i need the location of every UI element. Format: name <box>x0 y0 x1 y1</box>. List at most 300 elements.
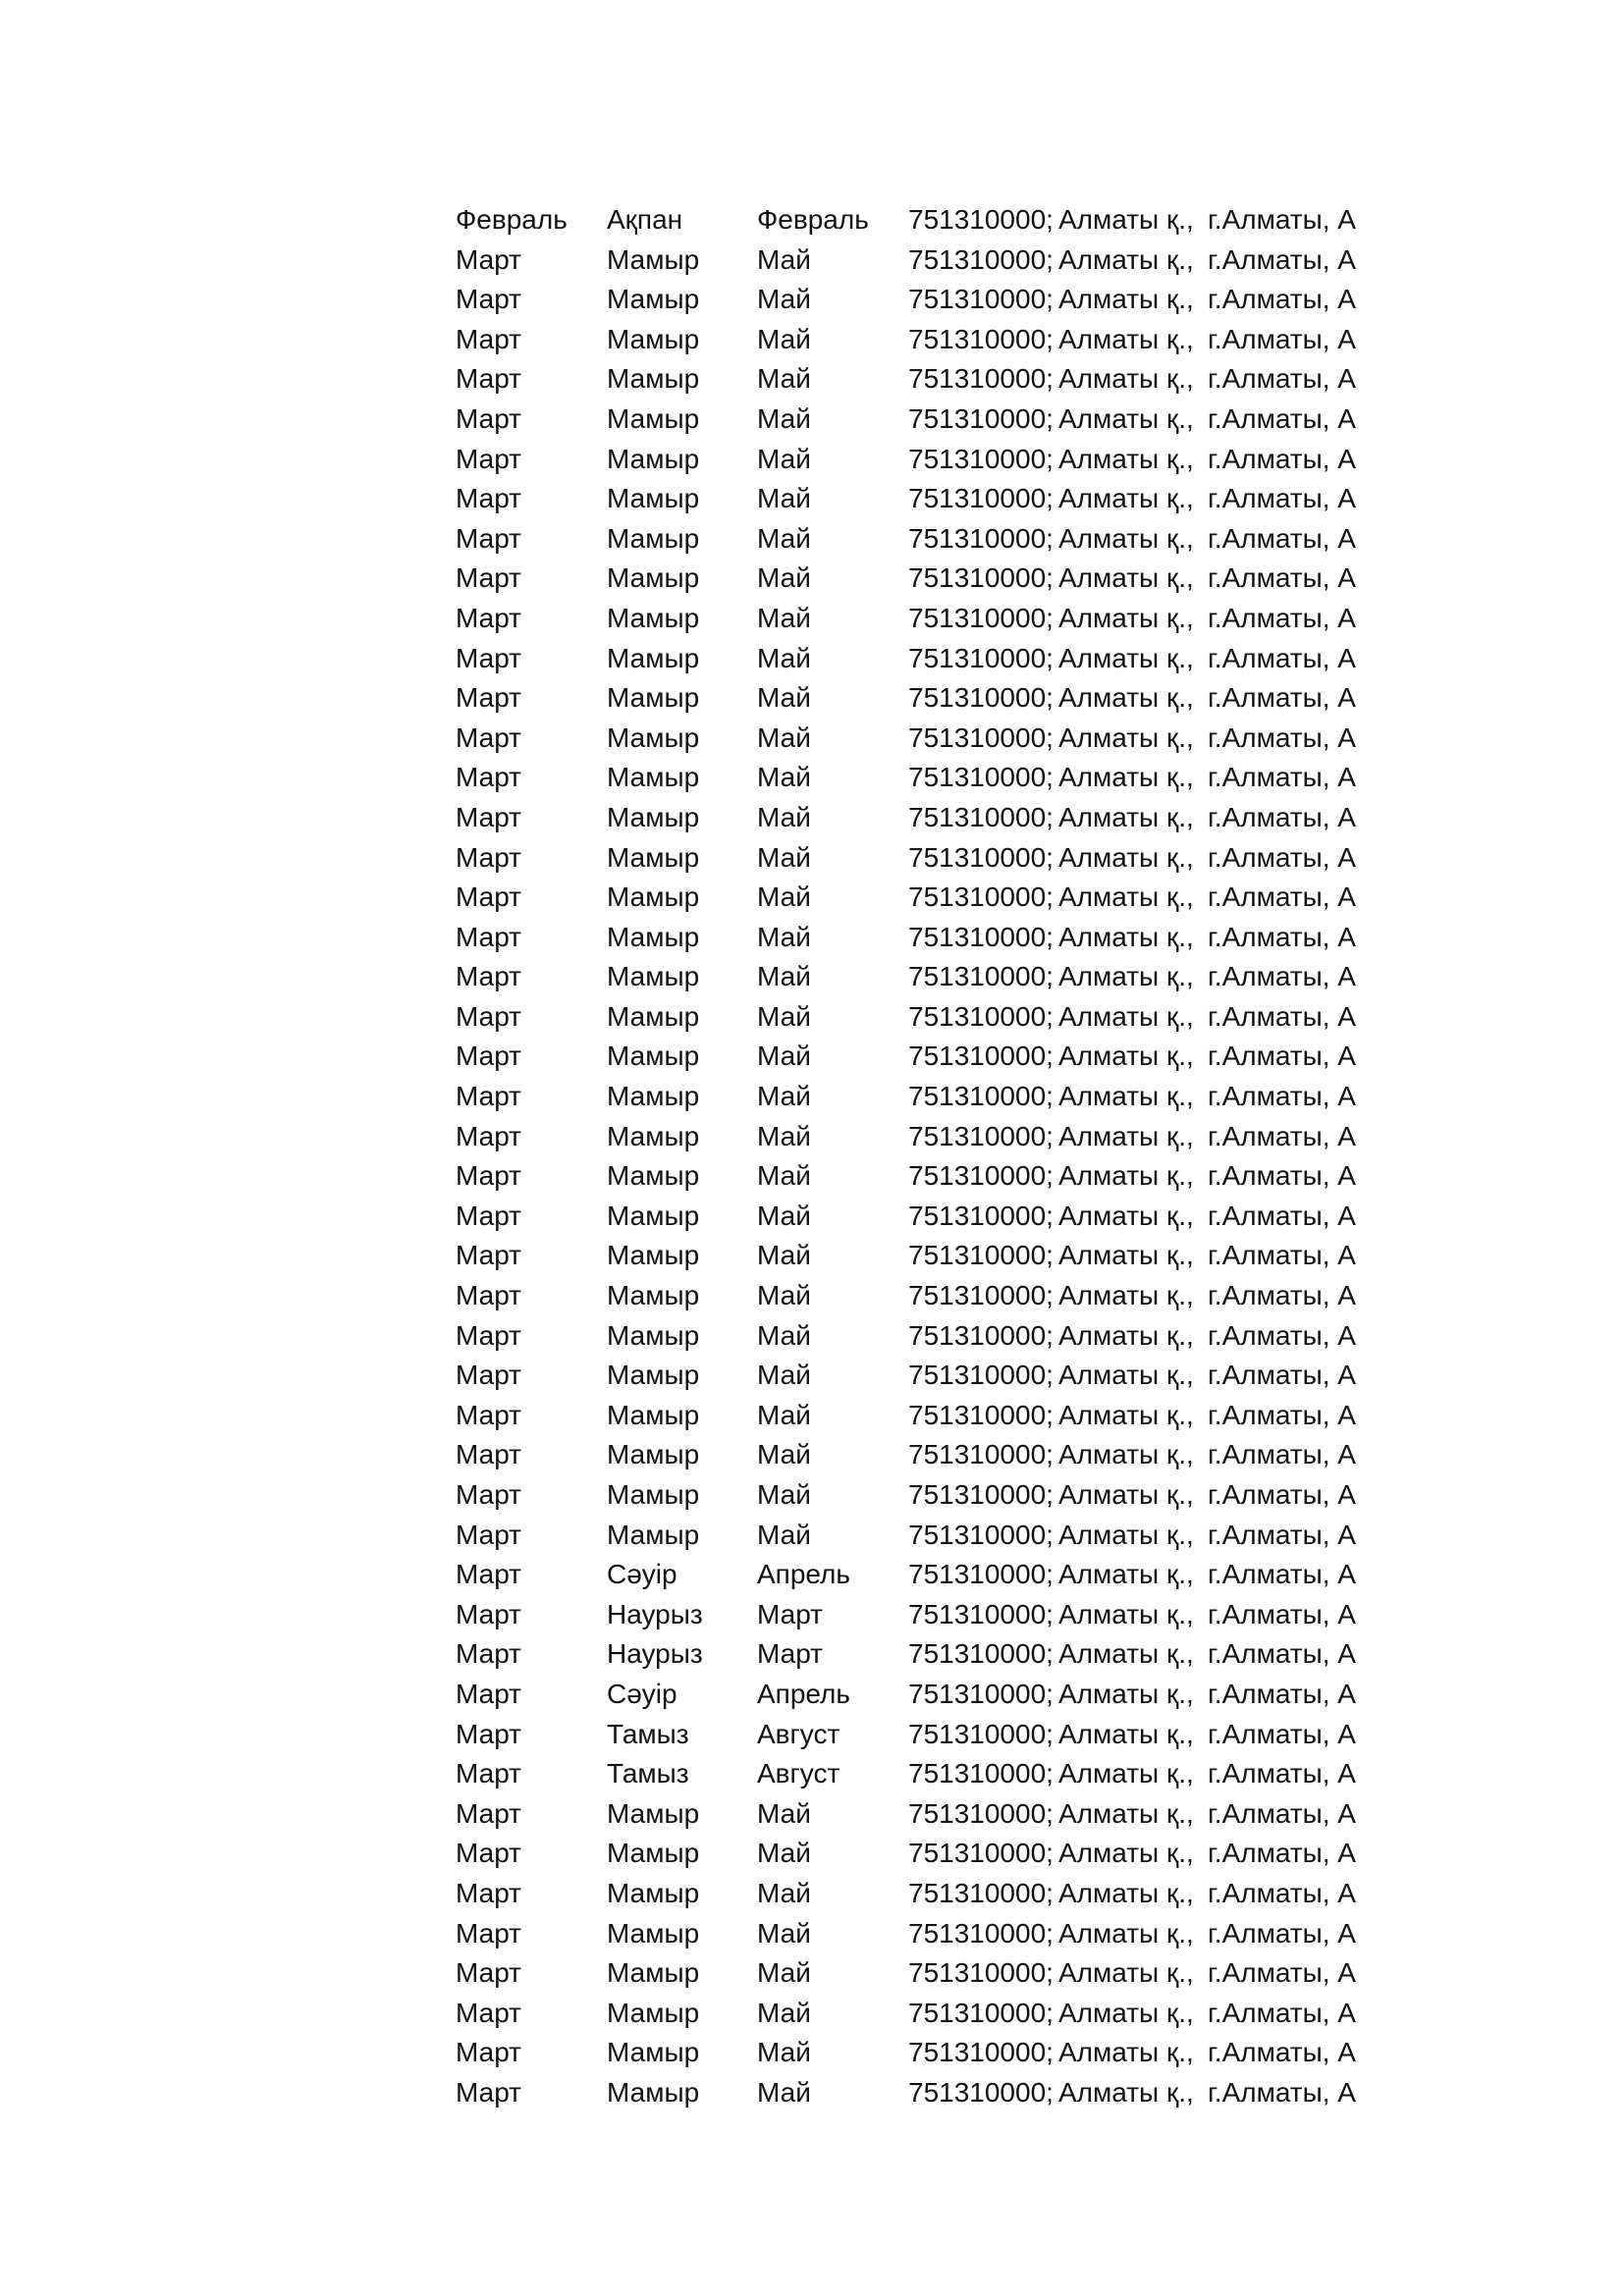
month-kz-cell: Мамыр <box>607 402 700 434</box>
table-row <box>456 957 1359 997</box>
table-row <box>456 1994 1359 2034</box>
month-ru-cell: Март <box>456 1479 521 1510</box>
month-kz-cell: Мамыр <box>607 284 700 315</box>
month-ru-alt-cell: Май <box>757 1797 811 1829</box>
table-row <box>456 1037 1359 1077</box>
month-ru-alt-cell: Май <box>757 1240 811 1271</box>
month-ru-alt-cell: Апрель <box>757 1678 850 1709</box>
code-cell: 751310000; <box>908 1240 1054 1271</box>
month-kz-cell: Тамыз <box>607 1718 689 1749</box>
month-ru-alt-cell: Май <box>757 1917 811 1949</box>
code-cell: 751310000; <box>908 602 1054 633</box>
table-row <box>456 1754 1359 1794</box>
region-cell: Алматы қ., <box>1058 1439 1194 1470</box>
region-cell: Алматы қ., <box>1058 881 1194 913</box>
month-ru-cell: Март <box>456 1120 521 1151</box>
region-cell: Алматы қ., <box>1058 841 1194 873</box>
table-row <box>456 519 1359 560</box>
month-ru-cell: Март <box>456 841 521 873</box>
code-cell: 751310000; <box>908 1997 1054 2028</box>
table-row <box>456 1156 1359 1197</box>
month-ru-cell: Март <box>456 1081 521 1112</box>
month-ru-alt-cell: Май <box>757 243 811 275</box>
table-row <box>456 1316 1359 1357</box>
table-row <box>456 1516 1359 1556</box>
table-row <box>456 559 1359 599</box>
code-cell: 751310000; <box>908 1280 1054 1311</box>
region-cell: Алматы қ., <box>1058 1120 1194 1151</box>
table-row <box>456 400 1359 440</box>
month-ru-cell: Март <box>456 323 521 354</box>
table-row <box>456 1634 1359 1675</box>
table-row <box>456 2033 1359 2073</box>
table-row <box>456 1715 1359 1755</box>
month-ru-alt-cell: Май <box>757 1479 811 1510</box>
month-kz-cell: Мамыр <box>607 2037 700 2068</box>
month-ru-alt-cell: Май <box>757 1000 811 1032</box>
city-cell: г.Алматы, А <box>1208 841 1356 873</box>
month-ru-alt-cell: Май <box>757 1360 811 1391</box>
city-cell: г.Алматы, А <box>1208 1559 1356 1590</box>
month-ru-cell: Март <box>456 1000 521 1032</box>
month-ru-alt-cell: Август <box>757 1758 840 1789</box>
month-kz-cell: Мамыр <box>607 522 700 554</box>
region-cell: Алматы қ., <box>1058 642 1194 673</box>
month-ru-cell: Март <box>456 921 521 952</box>
month-kz-cell: Мамыр <box>607 1240 700 1271</box>
table-row <box>456 758 1359 798</box>
month-ru-alt-cell: Февраль <box>757 204 869 235</box>
month-kz-cell: Мамыр <box>607 1319 700 1351</box>
month-ru-alt-cell: Май <box>757 1120 811 1151</box>
city-cell: г.Алматы, А <box>1208 204 1356 235</box>
code-cell: 751310000; <box>908 1160 1054 1192</box>
city-cell: г.Алматы, А <box>1208 1678 1356 1709</box>
month-ru-cell: Март <box>456 2076 521 2108</box>
code-cell: 751310000; <box>908 243 1054 275</box>
table-row <box>456 678 1359 719</box>
month-kz-cell: Мамыр <box>607 1041 700 1072</box>
table-row <box>456 240 1359 281</box>
month-ru-alt-cell: Май <box>757 1439 811 1470</box>
code-cell: 751310000; <box>908 363 1054 395</box>
month-kz-cell: Мамыр <box>607 1399 700 1430</box>
month-ru-cell: Март <box>456 284 521 315</box>
code-cell: 751310000; <box>908 562 1054 594</box>
month-ru-cell: Март <box>456 642 521 673</box>
city-cell: г.Алматы, А <box>1208 1280 1356 1311</box>
month-kz-cell: Мамыр <box>607 841 700 873</box>
code-cell: 751310000; <box>908 1200 1054 1231</box>
code-cell: 751310000; <box>908 721 1054 753</box>
month-ru-cell: Март <box>456 801 521 832</box>
month-kz-cell: Тамыз <box>607 1758 689 1789</box>
month-ru-alt-cell: Май <box>757 602 811 633</box>
month-ru-cell: Март <box>456 1678 521 1709</box>
month-kz-cell: Мамыр <box>607 1280 700 1311</box>
month-kz-cell: Мамыр <box>607 682 700 714</box>
month-ru-cell: Март <box>456 602 521 633</box>
code-cell: 751310000; <box>908 1559 1054 1590</box>
month-kz-cell: Мамыр <box>607 721 700 753</box>
month-ru-alt-cell: Май <box>757 1081 811 1112</box>
month-kz-cell: Мамыр <box>607 1957 700 1989</box>
region-cell: Алматы қ., <box>1058 522 1194 554</box>
month-ru-cell: Март <box>456 1598 521 1629</box>
code-cell: 751310000; <box>908 1081 1054 1112</box>
month-ru-alt-cell: Май <box>757 1997 811 2028</box>
month-ru-alt-cell: Май <box>757 762 811 793</box>
month-ru-cell: Март <box>456 483 521 514</box>
month-ru-cell: Март <box>456 682 521 714</box>
region-cell: Алматы қ., <box>1058 363 1194 395</box>
code-cell: 751310000; <box>908 762 1054 793</box>
month-ru-alt-cell: Май <box>757 881 811 913</box>
month-kz-cell: Мамыр <box>607 243 700 275</box>
city-cell: г.Алматы, А <box>1208 921 1356 952</box>
month-ru-cell: Март <box>456 1997 521 2028</box>
month-ru-cell: Март <box>456 881 521 913</box>
table-row <box>456 320 1359 360</box>
month-ru-cell: Март <box>456 1360 521 1391</box>
month-kz-cell: Мамыр <box>607 881 700 913</box>
region-cell: Алматы қ., <box>1058 1877 1194 1908</box>
region-cell: Алматы қ., <box>1058 1319 1194 1351</box>
region-cell: Алматы қ., <box>1058 1160 1194 1192</box>
table-row <box>456 1675 1359 1715</box>
month-ru-cell: Март <box>456 1160 521 1192</box>
month-kz-cell: Мамыр <box>607 1360 700 1391</box>
region-cell: Алматы қ., <box>1058 921 1194 952</box>
city-cell: г.Алматы, А <box>1208 1041 1356 1072</box>
code-cell: 751310000; <box>908 1120 1054 1151</box>
month-ru-alt-cell: Май <box>757 1200 811 1231</box>
table-row <box>456 1435 1359 1475</box>
month-ru-alt-cell: Май <box>757 961 811 992</box>
city-cell: г.Алматы, А <box>1208 1081 1356 1112</box>
city-cell: г.Алматы, А <box>1208 881 1356 913</box>
month-kz-cell: Мамыр <box>607 1479 700 1510</box>
region-cell: Алматы қ., <box>1058 961 1194 992</box>
month-ru-alt-cell: Май <box>757 2076 811 2108</box>
month-kz-cell: Мамыр <box>607 961 700 992</box>
code-cell: 751310000; <box>908 1399 1054 1430</box>
month-kz-cell: Ақпан <box>607 204 683 235</box>
month-ru-alt-cell: Май <box>757 1519 811 1550</box>
month-kz-cell: Мамыр <box>607 363 700 395</box>
table-row <box>456 1595 1359 1635</box>
city-cell: г.Алматы, А <box>1208 562 1356 594</box>
month-ru-cell: Март <box>456 363 521 395</box>
region-cell: Алматы қ., <box>1058 323 1194 354</box>
month-ru-alt-cell: Май <box>757 642 811 673</box>
table-row <box>456 1197 1359 1237</box>
month-ru-cell: Март <box>456 522 521 554</box>
month-kz-cell: Мамыр <box>607 762 700 793</box>
month-ru-alt-cell: Май <box>757 721 811 753</box>
city-cell: г.Алматы, А <box>1208 1200 1356 1231</box>
region-cell: Алматы қ., <box>1058 1638 1194 1670</box>
city-cell: г.Алматы, А <box>1208 1439 1356 1470</box>
table-row <box>456 798 1359 838</box>
code-cell: 751310000; <box>908 1479 1054 1510</box>
month-kz-cell: Мамыр <box>607 1997 700 2028</box>
city-cell: г.Алматы, А <box>1208 682 1356 714</box>
city-cell: г.Алматы, А <box>1208 522 1356 554</box>
table-row <box>456 918 1359 958</box>
region-cell: Алматы қ., <box>1058 1917 1194 1949</box>
city-cell: г.Алматы, А <box>1208 1120 1356 1151</box>
month-ru-alt-cell: Май <box>757 2037 811 2068</box>
region-cell: Алматы қ., <box>1058 1758 1194 1789</box>
table-row <box>456 1276 1359 1316</box>
month-ru-alt-cell: Май <box>757 443 811 474</box>
city-cell: г.Алматы, А <box>1208 2037 1356 2068</box>
month-ru-cell: Март <box>456 1319 521 1351</box>
table-row <box>456 639 1359 679</box>
month-ru-cell: Март <box>456 762 521 793</box>
month-kz-cell: Мамыр <box>607 323 700 354</box>
city-cell: г.Алматы, А <box>1208 1240 1356 1271</box>
month-ru-cell: Март <box>456 1559 521 1590</box>
city-cell: г.Алматы, А <box>1208 602 1356 633</box>
table-row <box>456 1396 1359 1436</box>
month-ru-cell: Март <box>456 1877 521 1908</box>
city-cell: г.Алматы, А <box>1208 1000 1356 1032</box>
month-ru-alt-cell: Май <box>757 483 811 514</box>
region-cell: Алматы қ., <box>1058 1041 1194 1072</box>
month-kz-cell: Мамыр <box>607 1519 700 1550</box>
region-cell: Алматы қ., <box>1058 2037 1194 2068</box>
month-kz-cell: Сәуір <box>607 1678 677 1709</box>
month-ru-cell: Март <box>456 1797 521 1829</box>
city-cell: г.Алматы, А <box>1208 1360 1356 1391</box>
month-kz-cell: Наурыз <box>607 1638 703 1670</box>
region-cell: Алматы қ., <box>1058 1360 1194 1391</box>
table-row <box>456 997 1359 1038</box>
table-row <box>456 359 1359 400</box>
code-cell: 751310000; <box>908 1917 1054 1949</box>
month-ru-alt-cell: Май <box>757 1399 811 1430</box>
month-ru-alt-cell: Май <box>757 1280 811 1311</box>
month-ru-alt-cell: Май <box>757 1957 811 1989</box>
month-kz-cell: Мамыр <box>607 1081 700 1112</box>
table-row <box>456 599 1359 639</box>
table-row <box>456 2073 1359 2113</box>
month-ru-cell: Март <box>456 443 521 474</box>
month-ru-alt-cell: Май <box>757 1838 811 1869</box>
region-cell: Алматы қ., <box>1058 1081 1194 1112</box>
month-kz-cell: Мамыр <box>607 483 700 514</box>
table-row <box>456 878 1359 918</box>
city-cell: г.Алматы, А <box>1208 1479 1356 1510</box>
code-cell: 751310000; <box>908 1000 1054 1032</box>
month-ru-cell: Март <box>456 2037 521 2068</box>
region-cell: Алматы қ., <box>1058 402 1194 434</box>
code-cell: 751310000; <box>908 1758 1054 1789</box>
month-ru-cell: Февраль <box>456 204 568 235</box>
table-row <box>456 440 1359 480</box>
table-row <box>456 1794 1359 1835</box>
city-cell: г.Алматы, А <box>1208 1957 1356 1989</box>
month-kz-cell: Мамыр <box>607 602 700 633</box>
table-row <box>456 1555 1359 1595</box>
region-cell: Алматы қ., <box>1058 1598 1194 1629</box>
region-cell: Алматы қ., <box>1058 1797 1194 1829</box>
code-cell: 751310000; <box>908 443 1054 474</box>
region-cell: Алматы қ., <box>1058 1559 1194 1590</box>
city-cell: г.Алматы, А <box>1208 483 1356 514</box>
region-cell: Алматы қ., <box>1058 483 1194 514</box>
month-ru-cell: Март <box>456 243 521 275</box>
month-kz-cell: Мамыр <box>607 1200 700 1231</box>
region-cell: Алматы қ., <box>1058 243 1194 275</box>
month-ru-alt-cell: Май <box>757 801 811 832</box>
code-cell: 751310000; <box>908 921 1054 952</box>
region-cell: Алматы қ., <box>1058 1399 1194 1430</box>
code-cell: 751310000; <box>908 642 1054 673</box>
code-cell: 751310000; <box>908 1439 1054 1470</box>
month-ru-alt-cell: Май <box>757 562 811 594</box>
month-ru-alt-cell: Май <box>757 682 811 714</box>
month-kz-cell: Наурыз <box>607 1598 703 1629</box>
month-ru-cell: Март <box>456 961 521 992</box>
month-ru-alt-cell: Май <box>757 402 811 434</box>
city-cell: г.Алматы, А <box>1208 1160 1356 1192</box>
region-cell: Алматы қ., <box>1058 2076 1194 2108</box>
month-ru-alt-cell: Март <box>757 1638 823 1670</box>
month-ru-cell: Март <box>456 1399 521 1430</box>
region-cell: Алматы қ., <box>1058 1280 1194 1311</box>
city-cell: г.Алматы, А <box>1208 243 1356 275</box>
month-kz-cell: Мамыр <box>607 1439 700 1470</box>
table-row <box>456 1077 1359 1117</box>
code-cell: 751310000; <box>908 1877 1054 1908</box>
region-cell: Алматы қ., <box>1058 1678 1194 1709</box>
spreadsheet-table <box>456 200 1359 2113</box>
region-cell: Алматы қ., <box>1058 1240 1194 1271</box>
month-ru-cell: Март <box>456 1957 521 1989</box>
month-ru-cell: Март <box>456 562 521 594</box>
region-cell: Алматы қ., <box>1058 1200 1194 1231</box>
month-ru-cell: Март <box>456 1838 521 1869</box>
code-cell: 751310000; <box>908 204 1054 235</box>
city-cell: г.Алматы, А <box>1208 1877 1356 1908</box>
month-ru-alt-cell: Май <box>757 522 811 554</box>
code-cell: 751310000; <box>908 284 1054 315</box>
code-cell: 751310000; <box>908 1319 1054 1351</box>
code-cell: 751310000; <box>908 801 1054 832</box>
month-ru-alt-cell: Апрель <box>757 1559 850 1590</box>
city-cell: г.Алматы, А <box>1208 1917 1356 1949</box>
code-cell: 751310000; <box>908 1360 1054 1391</box>
month-ru-cell: Март <box>456 721 521 753</box>
code-cell: 751310000; <box>908 2037 1054 2068</box>
month-ru-cell: Март <box>456 1718 521 1749</box>
code-cell: 751310000; <box>908 1041 1054 1072</box>
city-cell: г.Алматы, А <box>1208 801 1356 832</box>
city-cell: г.Алматы, А <box>1208 1797 1356 1829</box>
month-ru-cell: Март <box>456 1519 521 1550</box>
month-ru-cell: Март <box>456 1917 521 1949</box>
region-cell: Алматы қ., <box>1058 204 1194 235</box>
region-cell: Алматы қ., <box>1058 284 1194 315</box>
table-row <box>456 1236 1359 1276</box>
table-row <box>456 479 1359 519</box>
city-cell: г.Алматы, А <box>1208 443 1356 474</box>
city-cell: г.Алматы, А <box>1208 1598 1356 1629</box>
month-ru-cell: Март <box>456 1240 521 1271</box>
region-cell: Алматы қ., <box>1058 721 1194 753</box>
city-cell: г.Алматы, А <box>1208 363 1356 395</box>
region-cell: Алматы қ., <box>1058 1519 1194 1550</box>
region-cell: Алматы қ., <box>1058 602 1194 633</box>
code-cell: 751310000; <box>908 1519 1054 1550</box>
code-cell: 751310000; <box>908 1598 1054 1629</box>
month-kz-cell: Мамыр <box>607 1160 700 1192</box>
table-row <box>456 1117 1359 1157</box>
code-cell: 751310000; <box>908 402 1054 434</box>
code-cell: 751310000; <box>908 1718 1054 1749</box>
month-ru-alt-cell: Май <box>757 1041 811 1072</box>
region-cell: Алматы қ., <box>1058 1000 1194 1032</box>
city-cell: г.Алматы, А <box>1208 1718 1356 1749</box>
code-cell: 751310000; <box>908 483 1054 514</box>
table-row <box>456 1914 1359 1954</box>
month-kz-cell: Мамыр <box>607 1120 700 1151</box>
month-ru-cell: Март <box>456 1200 521 1231</box>
table-row <box>456 280 1359 320</box>
month-kz-cell: Мамыр <box>607 642 700 673</box>
code-cell: 751310000; <box>908 881 1054 913</box>
month-ru-alt-cell: Март <box>757 1598 823 1629</box>
table-row <box>456 1834 1359 1874</box>
month-ru-cell: Март <box>456 1758 521 1789</box>
month-kz-cell: Мамыр <box>607 2076 700 2108</box>
month-ru-alt-cell: Май <box>757 363 811 395</box>
month-kz-cell: Сәуір <box>607 1559 677 1590</box>
city-cell: г.Алматы, А <box>1208 961 1356 992</box>
code-cell: 751310000; <box>908 1678 1054 1709</box>
month-ru-alt-cell: Май <box>757 1319 811 1351</box>
city-cell: г.Алматы, А <box>1208 1838 1356 1869</box>
city-cell: г.Алматы, А <box>1208 323 1356 354</box>
city-cell: г.Алматы, А <box>1208 1519 1356 1550</box>
code-cell: 751310000; <box>908 1957 1054 1989</box>
table-row <box>456 200 1359 240</box>
city-cell: г.Алматы, А <box>1208 721 1356 753</box>
region-cell: Алматы қ., <box>1058 1838 1194 1869</box>
table-row <box>456 838 1359 879</box>
city-cell: г.Алматы, А <box>1208 1319 1356 1351</box>
month-ru-alt-cell: Май <box>757 1877 811 1908</box>
code-cell: 751310000; <box>908 682 1054 714</box>
month-ru-alt-cell: Май <box>757 1160 811 1192</box>
month-kz-cell: Мамыр <box>607 1917 700 1949</box>
region-cell: Алматы қ., <box>1058 1957 1194 1989</box>
region-cell: Алматы қ., <box>1058 443 1194 474</box>
code-cell: 751310000; <box>908 1797 1054 1829</box>
month-kz-cell: Мамыр <box>607 443 700 474</box>
code-cell: 751310000; <box>908 2076 1054 2108</box>
month-kz-cell: Мамыр <box>607 1838 700 1869</box>
region-cell: Алматы қ., <box>1058 762 1194 793</box>
code-cell: 751310000; <box>908 522 1054 554</box>
table-row <box>456 1356 1359 1396</box>
month-kz-cell: Мамыр <box>607 921 700 952</box>
table-row <box>456 1874 1359 1914</box>
region-cell: Алматы қ., <box>1058 1718 1194 1749</box>
